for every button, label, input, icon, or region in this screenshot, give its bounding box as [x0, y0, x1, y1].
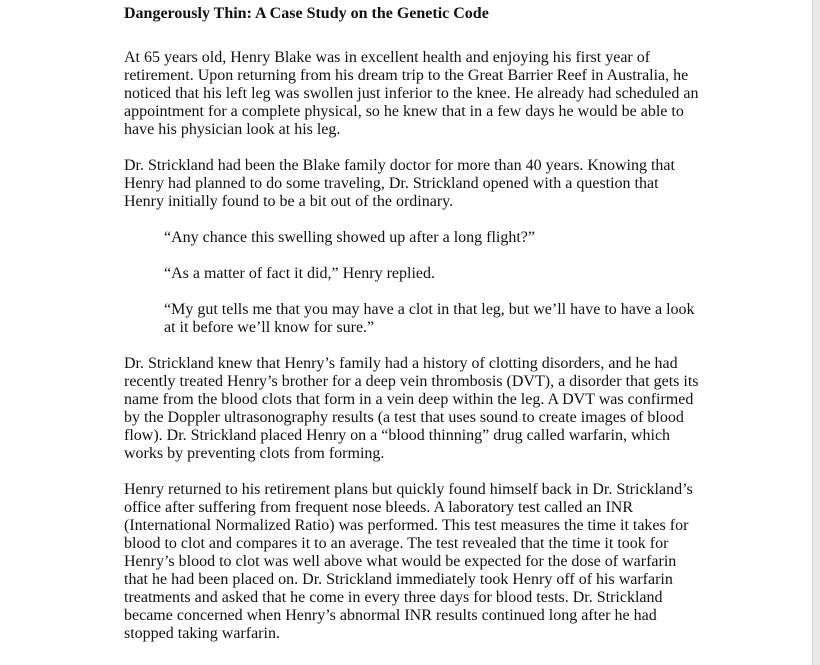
document-content — [124, 4, 734, 643]
quote-clot: “My gut tells me that you may have a clot in that leg, but we’ll have to have a look at it before we’ll know for sure.” — [164, 301, 695, 336]
scrollbar-gutter[interactable] — [812, 0, 820, 665]
quote-long-flight: “Any chance this swelling showed up after a long flight?” — [164, 229, 535, 246]
paragraph-inr: Henry returned to his retirement plans but quickly found himself back in Dr. Strickland’s office after suffering from frequent nose bleeds. A laboratory test called an INR (International Normalized Ratio) was performed. This test measures the time it takes for blood to clot and compares it to an average. The test revealed that the time it took for Henry’s blood to clot was well above what would be expected for the dose of warfarin that he had been placed on. Dr. Strickland immediately took Henry off of his warfarin treatments and asked that he come in every three days for blood tests. Dr. Strickland became concerned when Henry’s abnormal INR results continued long after he had stopped taking warfarin. — [124, 481, 693, 642]
paragraph-dvt: Dr. Strickland knew that Henry’s family had a history of clotting disorders, and he had recently treated Henry’s brother for a deep vein thrombosis (DVT), a disorder that gets its name from the blood clots that form in a vein deep within the leg. A DVT was confirmed by the Doppler ultrasonography results (a test that uses sound to create images of blood flow). Dr. Strickland placed Henry on a “blood thinning” drug called warfarin, which works by preventing clots from forming. — [124, 355, 699, 462]
paragraph-intro: At 65 years old, Henry Blake was in excellent health and enjoying his first year of retirement. Upon returning from his dream trip to the Great Barrier Reef in Australia, he noticed that his left leg was swollen just inferior to the knee. He already had scheduled an appointment for a complete physical, so he knew that in a few days he would be able to have his physician look at his leg. — [124, 49, 699, 138]
quote-henry-reply: “As a matter of fact it did,” Henry replied. — [164, 265, 435, 282]
document-title: Dangerously Thin: A Case Study on the Genetic Code — [124, 5, 489, 22]
paragraph-doctor: Dr. Strickland had been the Blake family doctor for more than 40 years. Knowing that Henry had planned to do some traveling, Dr. Strickland opened with a question that Henry initially found to be a bit out of the ordinary. — [124, 157, 675, 210]
